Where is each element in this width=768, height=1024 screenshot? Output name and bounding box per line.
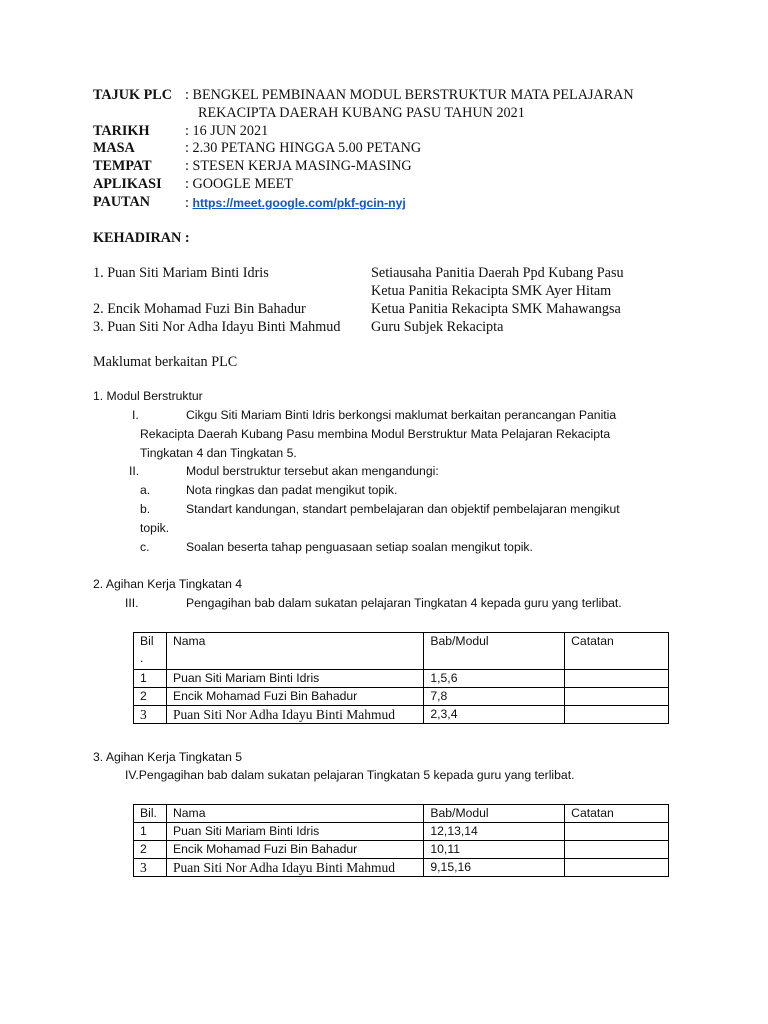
section3-title: 3. Agihan Kerja Tingkatan 5 (93, 750, 243, 764)
item-i-line1: Cikgu Siti Mariam Binti Idris berkongsi maklumat berkaitan perancangan Panitia (186, 408, 617, 422)
table-row (134, 841, 669, 859)
value-tempat: : STESEN KERJA MASING-MASING (185, 158, 412, 174)
cell-catatan (565, 706, 669, 724)
label-tempat: TEMPAT (93, 158, 152, 174)
table-row (134, 688, 669, 706)
pautan-colon: : (185, 195, 193, 211)
table-tingkatan-5 (133, 804, 669, 877)
item-b-marker: b. (140, 502, 151, 516)
header-cell-catatan: Catatan (565, 633, 669, 670)
cell-bab: 2,3,4 (424, 706, 565, 724)
cell-bil: 2 (134, 688, 167, 706)
cell-bab: 9,15,16 (424, 859, 565, 877)
attendee-name-1: 1. Puan Siti Mariam Binti Idris (93, 265, 269, 281)
label-tajuk: TAJUK PLC (93, 87, 172, 103)
item-c-line: Soalan beserta tahap penguasaan setiap soalan mengikut topik. (186, 540, 533, 554)
cell-nama: Puan Siti Nor Adha Idayu Binti Mahmud (166, 706, 423, 724)
cell-bil: 3 (134, 706, 167, 724)
cell-bab: 10,11 (424, 841, 565, 859)
item-b-line1: Standart kandungan, standart pembelajaran dan objektif pembelajaran mengikut (186, 502, 620, 516)
header-cell-bab: Bab/Modul (424, 805, 565, 823)
cell-bil: 2 (134, 841, 167, 859)
cell-bab: 12,13,14 (424, 823, 565, 841)
item-ii-line: Modul berstruktur tersebut akan mengandungi: (186, 464, 439, 478)
label-masa: MASA (93, 140, 135, 156)
item-i-line2: Rekacipta Daerah Kubang Pasu membina Modul Berstruktur Mata Pelajaran Rekacipta (140, 427, 611, 441)
table-header-row (134, 805, 669, 823)
label-aplikasi: APLIKASI (93, 176, 162, 192)
cell-nama: Puan Siti Mariam Binti Idris (166, 670, 423, 688)
item-ii-marker: II. (129, 464, 140, 478)
header-cell-catatan: Catatan (565, 805, 669, 823)
cell-bil: 1 (134, 823, 167, 841)
cell-catatan (565, 859, 669, 877)
item-i-marker: I. (132, 408, 139, 422)
value-aplikasi: : GOOGLE MEET (185, 176, 293, 192)
cell-nama: Puan Siti Nor Adha Idayu Binti Mahmud (166, 859, 423, 877)
value-tajuk: : BENGKEL PEMBINAAN MODUL BERSTRUKTUR MATA PELAJARAN (185, 87, 634, 103)
item-i-line3: Tingkatan 4 dan Tingkatan 5. (140, 446, 297, 460)
cell-bab: 7,8 (424, 688, 565, 706)
cell-catatan (565, 670, 669, 688)
label-pautan: PAUTAN (93, 194, 151, 210)
item-iii-marker: III. (125, 596, 139, 610)
cell-nama: Puan Siti Mariam Binti Idris (166, 823, 423, 841)
cell-bil: 3 (134, 859, 167, 877)
item-c-marker: c. (140, 540, 150, 554)
attendee-name-2: 2. Encik Mohamad Fuzi Bin Bahadur (93, 301, 306, 317)
cell-nama: Encik Mohamad Fuzi Bin Bahadur (166, 688, 423, 706)
table-row (134, 859, 669, 877)
item-a-line: Nota ringkas dan padat mengikut topik. (186, 483, 398, 497)
attendee-role-2: Ketua Panitia Rekacipta SMK Mahawangsa (371, 301, 621, 317)
label-tarikh: TARIKH (93, 123, 150, 139)
header-cell-bil: Bil . (134, 633, 167, 670)
attendee-role-1b: Ketua Panitia Rekacipta SMK Ayer Hitam (371, 283, 612, 299)
section2-title: 2. Agihan Kerja Tingkatan 4 (93, 577, 243, 591)
section1-title: 1. Modul Berstruktur (93, 389, 203, 403)
table-header-row (134, 633, 669, 670)
header-cell-bil: Bil. (134, 805, 167, 823)
attendance-heading: KEHADIRAN : (93, 230, 190, 246)
header-cell-bab: Bab/Modul (424, 633, 565, 670)
attendee-role-3: Guru Subjek Rekacipta (371, 319, 504, 335)
meet-link[interactable]: https://meet.google.com/pkf-gcin-nyj (192, 196, 406, 210)
header-cell-nama: Nama (166, 633, 423, 670)
cell-catatan (565, 823, 669, 841)
value-masa: : 2.30 PETANG HINGGA 5.00 PETANG (185, 140, 422, 156)
cell-bab: 1,5,6 (424, 670, 565, 688)
item-b-line2: topik. (140, 521, 170, 535)
cell-nama: Encik Mohamad Fuzi Bin Bahadur (166, 841, 423, 859)
table-row (134, 823, 669, 841)
attendee-role-1: Setiausaha Panitia Daerah Ppd Kubang Pasu (371, 265, 624, 281)
table-row (134, 670, 669, 688)
header-cell-nama: Nama (166, 805, 423, 823)
cell-bil: 1 (134, 670, 167, 688)
table-tingkatan-4 (133, 632, 669, 724)
item-iii-line: Pengagihan bab dalam sukatan pelajaran Tingkatan 4 kepada guru yang terlibat. (186, 596, 622, 610)
value-pautan (185, 194, 406, 212)
table-row (134, 706, 669, 724)
item-a-marker: a. (140, 483, 151, 497)
attendee-name-3: 3. Puan Siti Nor Adha Idayu Binti Mahmud (93, 319, 341, 335)
value-tajuk-line2: REKACIPTA DAERAH KUBANG PASU TAHUN 2021 (198, 105, 525, 121)
cell-catatan (565, 688, 669, 706)
item-iv-line: IV.Pengagihan bab dalam sukatan pelajaran Tingkatan 5 kepada guru yang terlibat. (125, 768, 575, 782)
cell-catatan (565, 841, 669, 859)
info-heading: Maklumat berkaitan PLC (93, 354, 238, 370)
value-tarikh: : 16 JUN 2021 (185, 123, 269, 139)
